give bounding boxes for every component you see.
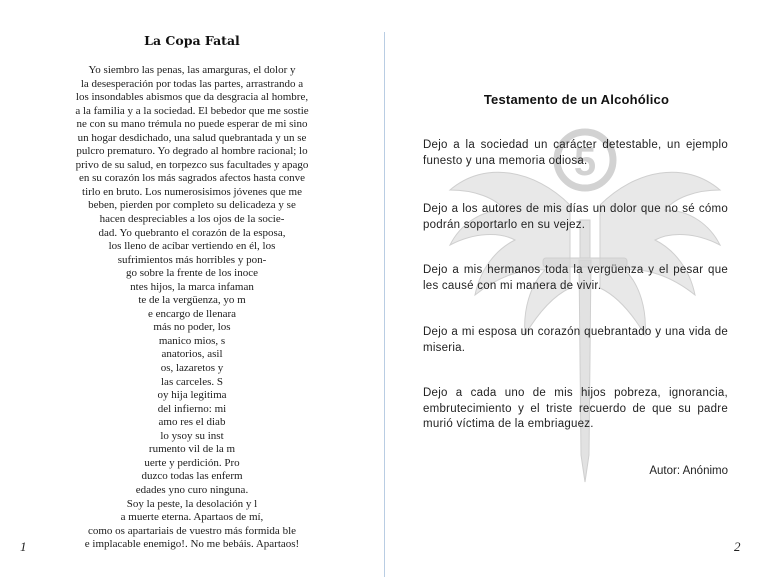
page-number-left: 1	[20, 539, 27, 554]
poem-line: uerte y perdición. Pro	[144, 456, 240, 469]
poem-line: los lleno de acíbar vertiendo en él, los	[108, 240, 276, 253]
poem-line: lo ysoy su inst	[160, 429, 224, 442]
poem-line: manico mios, s	[158, 334, 226, 347]
poem-line: Soy la peste, la desolación y l	[126, 497, 258, 510]
poem-line: a la familia y a la sociedad. El bebedor que me sostie	[75, 104, 309, 117]
poem-title: La Copa Fatal	[144, 33, 240, 48]
testament-title: Testamento de un Alcohólico	[483, 92, 670, 107]
poem-line: un hogar desdichado, una salud quebrantada y un se	[77, 131, 307, 144]
poem-line: ntes hijos, la marca infaman	[130, 280, 254, 293]
poem-line: Yo siembro las penas, las amarguras, el dolor y	[88, 64, 296, 76]
author-credit: Autor: Anónimo	[649, 465, 728, 477]
poem-line: en su corazón los más sagrados afectos hasta conve	[78, 172, 306, 185]
page-number-right: 2	[734, 539, 741, 554]
poem-line: te de la vergüenza, yo m	[138, 294, 246, 307]
testament-paragraph: Dejo a la sociedad un carácter detestable, un ejemplo funesto y una memoria odiosa.	[423, 139, 728, 167]
testament-paragraph: Dejo a mi esposa un corazón quebrantado y una vida de miseria.	[423, 326, 728, 354]
poem-line: oy hija legitima	[157, 389, 227, 402]
poem-line: privo de su salud, en torpezco sus facultades y apago	[75, 158, 309, 171]
poem-line: tirlo en bruto. Los numerosisimos jóvenes que me	[82, 185, 302, 198]
testament-paragraph: Dejo a los autores de mis días un dolor que no sé cómo podrán soportarlo en su vejez.	[423, 203, 728, 231]
poem-line: las carceles. S	[161, 375, 223, 388]
poem-line: hacen despreciables a los ojos de la socie-	[99, 213, 285, 226]
poem-line: go sobre la frente de los inoce	[126, 267, 258, 280]
poem-line: del infierno: mi	[157, 402, 227, 415]
watermark-number: 5	[573, 140, 597, 184]
poem-line: e encargo de llenara	[147, 307, 237, 320]
poem-line: edades yno curo ninguna.	[135, 483, 249, 496]
testament-paragraph: Dejo a cada uno de mis hijos pobreza, ignorancia, embrutecimiento y el triste recuerdo de que su padre murió víctima de la embriaguez.	[423, 387, 728, 430]
poem-line: os, lazaretos y	[160, 362, 224, 375]
poem-line: e implacable enemigo!. No me bebáis. Apartaos!	[84, 538, 300, 551]
poem-line: como os apartariais de vuestro más formida ble	[87, 524, 297, 537]
poem-line: duzco todas las enferm	[141, 470, 243, 483]
poem-line: pulcro prematuro. Yo degrado al hombre racional; lo	[76, 145, 308, 158]
testament-paragraph: Dejo a mis hermanos toda la vergüenza y el pesar que les causé con mi manera de vivir.	[423, 264, 728, 292]
poem-line: a muerte eterna. Apartaos de mí,	[120, 511, 264, 524]
poem-line: los insondables abismos que da desgracia al hombre,	[75, 91, 309, 104]
poem-line: sufrimientos más horribles y pon-	[117, 253, 267, 266]
poem-line: anatorios, asil	[161, 348, 223, 361]
chalice-poem	[60, 64, 324, 552]
poem-line: más no poder, los	[153, 321, 231, 334]
poem-line: amo res el diab	[158, 416, 226, 429]
poem-line: rumento vil de la m	[148, 443, 236, 456]
poem-line: la desesperación por todas las partes, arrastrando a	[80, 77, 304, 90]
right-page	[385, 0, 768, 577]
poem-line: dad. Yo quebranto el corazón de la esposa,	[98, 226, 286, 239]
poem-line: beben, pierden por completo su delicadeza y se	[88, 199, 296, 212]
poem-line: ne con su mano trémula no puede esperar de mi sino	[76, 118, 308, 131]
